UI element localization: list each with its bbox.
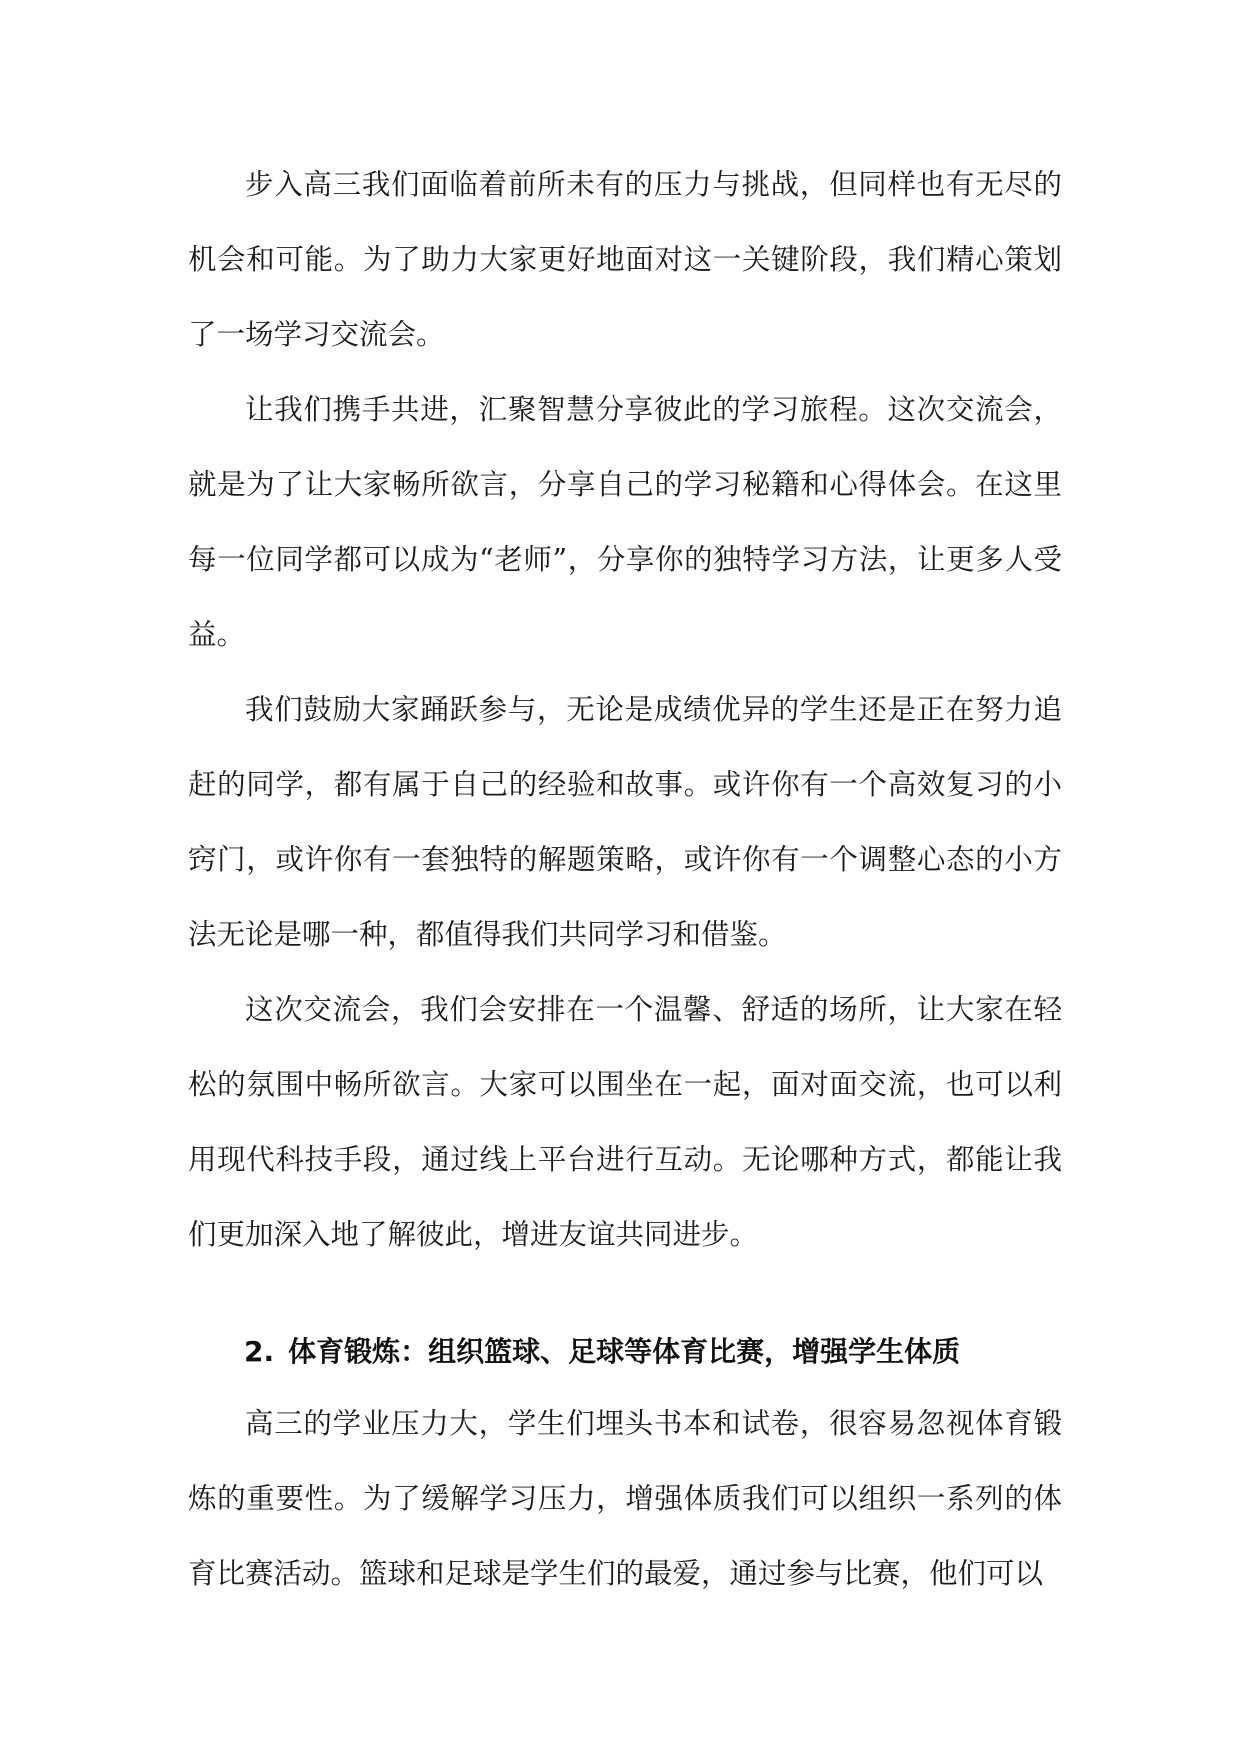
section-paragraph-1: 高三的学业压力大，学生们埋头书本和试卷，很容易忽视体育锻炼的重要性。为了缓解学习压力，增强体质我们可以组织一系列的体育比赛活动。篮球和足球是学生们的最爱，通过参与比赛，他们可以 bbox=[188, 1407, 1062, 1590]
paragraph-3: 我们鼓励大家踊跃参与，无论是成绩优异的学生还是正在努力追赶的同学，都有属于自己的经验和故事。或许你有一个高效复习的小窍门，或许你有一套独特的解题策略，或许你有一个调整心态的小方法无论是哪一种，都值得我们共同学习和借鉴。 bbox=[188, 693, 1062, 951]
section-title: 体育锻炼：组织篮球、足球等体育比赛，增强学生体质 bbox=[288, 1335, 961, 1368]
paragraph-1: 步入高三我们面临着前所未有的压力与挑战，但同样也有无尽的机会和可能。为了助力大家更好地面对这一关键阶段，我们精心策划了一场学习交流会。 bbox=[188, 168, 1062, 351]
document-body bbox=[188, 147, 1062, 1611]
paragraph-2: 让我们携手共进，汇聚智慧分享彼此的学习旅程。这次交流会，就是为了让大家畅所欲言，分享自己的学习秘籍和心得体会。在这里每一位同学都可以成为“老师”，分享你的独特学习方法，让更多人受益。 bbox=[188, 393, 1062, 651]
paragraph-4: 这次交流会，我们会安排在一个温馨、舒适的场所，让大家在轻松的氛围中畅所欲言。大家可以围坐在一起，面对面交流，也可以利用现代科技手段，通过线上平台进行互动。无论哪种方式，都能让我们更加深入地了解彼此，增进友谊共同进步。 bbox=[188, 993, 1062, 1251]
section-heading bbox=[188, 1318, 1062, 1386]
section-number: 2. bbox=[244, 1335, 275, 1368]
